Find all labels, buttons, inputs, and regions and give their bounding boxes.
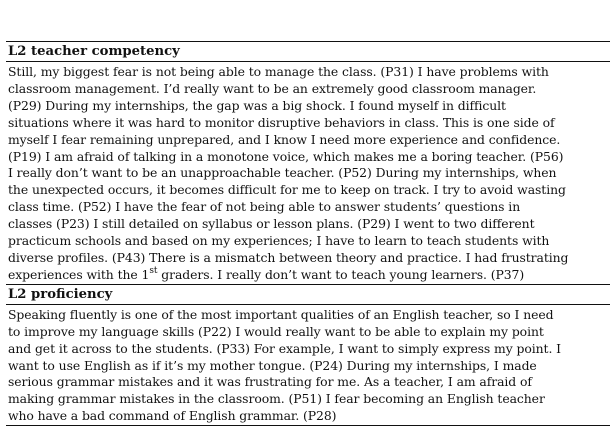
text-line: (P29) During my internships, the gap was a big shock. I found myself in difficult	[8, 97, 506, 113]
text-line-last	[8, 267, 610, 284]
text-line: myself I fear remaining unprepared, and I know I need more experience and confidence.	[8, 131, 561, 147]
text-line: situations where it was hard to monitor disruptive behaviors in class. This is one side of	[8, 114, 555, 130]
ordinal-superscript: st	[149, 265, 158, 276]
text-line: and get it across to the students. (P33) For example, I want to simply express my point. I	[8, 340, 562, 356]
text-line: classroom management. I’d really want to be an extremely good classroom manager.	[8, 80, 537, 96]
text-line: to improve my language skills (P22) I would really want to be able to explain my point	[8, 323, 544, 339]
quotes-table	[6, 41, 610, 426]
text-line: who have a bad command of English grammar. (P28)	[8, 408, 337, 424]
section-body-l2-proficiency	[6, 305, 610, 425]
text-line: serious grammar mistakes and it was frustrating for me. As a teacher, I am afraid of	[8, 374, 532, 390]
text-line: diverse profiles. (P43) There is a mismatch between theory and practice. I had frustrating	[8, 249, 569, 265]
section-title-l2-teacher-competency: L2 teacher competency	[6, 42, 610, 62]
text-line: class time. (P52) I have the fear of not being able to answer students’ questions in	[8, 199, 521, 215]
text-segment: graders. I really don’t want to teach young learners. (P37)	[157, 266, 525, 282]
section-title-l2-proficiency: L2 proficiency	[6, 284, 610, 305]
text-line: (P19) I am afraid of talking in a monotone voice, which makes me a boring teacher. (P56)	[8, 148, 564, 164]
text-line: Still, my biggest fear is not being able to manage the class. (P31) I have problems with	[8, 64, 549, 79]
text-line: practicum schools and based on my experiences; I have to learn to teach students with	[8, 233, 550, 249]
text-line: classes (P23) I still detailed on syllabus or lesson plans. (P29) I went to two different	[8, 216, 535, 232]
text-line: I really don’t want to be an unapproachable teacher. (P52) During my internships, when	[8, 165, 557, 181]
text-line: Speaking fluently is one of the most important qualities of an English teacher, so I need	[8, 306, 554, 322]
text-line: the unexpected occurs, it becomes difficult for me to keep on track. I try to avoid wasting	[8, 182, 566, 198]
text-segment: experiences with the 1	[8, 266, 150, 282]
section-body-l2-teacher-competency	[6, 62, 610, 284]
text-line: want to use English as if it’s my mother tongue. (P24) During my internships, I made	[8, 357, 537, 373]
text-line: making grammar mistakes in the classroom. (P51) I fear becoming an English teacher	[8, 391, 545, 407]
